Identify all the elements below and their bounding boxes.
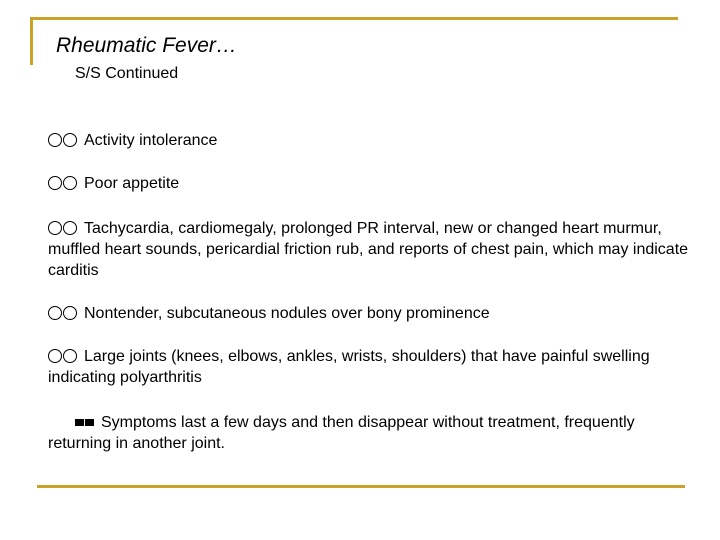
bullet-item-polyarthritis <box>48 346 693 388</box>
note-text: Symptoms last a few days and then disappear without treatment, frequently returning in another joint. <box>48 414 635 452</box>
bottom-rule <box>37 485 685 488</box>
bullet-item-carditis <box>48 218 693 281</box>
slide-title: Rheumatic Fever… <box>56 34 237 57</box>
double-circle-bullet-icon <box>48 346 78 367</box>
bullet-item-activity <box>48 130 693 151</box>
bullet-item-text: Large joints (knees, elbows, ankles, wrists, shoulders) that have painful swelling indicating polyarthritis <box>48 348 650 386</box>
slide-subtitle: S/S Continued <box>75 65 179 82</box>
double-circle-bullet-icon <box>48 130 78 151</box>
bullet-item-text: Tachycardia, cardiomegaly, prolonged PR interval, new or changed heart murmur, muffled heart sounds, pericardial friction rub, and reports of chest pain, which may indicate carditis <box>48 220 689 279</box>
bullet-item-text: Activity intolerance <box>84 132 218 149</box>
double-circle-bullet-icon <box>48 303 78 324</box>
bullet-item-text: Poor appetite <box>84 175 180 192</box>
bullet-item-appetite <box>48 173 693 194</box>
bullet-item-nodules <box>48 303 693 324</box>
double-square-bullet-icon <box>75 412 95 433</box>
double-circle-bullet-icon <box>48 173 78 194</box>
double-circle-bullet-icon <box>48 218 78 239</box>
bullet-item-text: Nontender, subcutaneous nodules over bony prominence <box>84 305 490 322</box>
sub-bullet-note <box>48 412 693 454</box>
left-rule <box>30 17 33 65</box>
top-rule <box>30 17 678 20</box>
